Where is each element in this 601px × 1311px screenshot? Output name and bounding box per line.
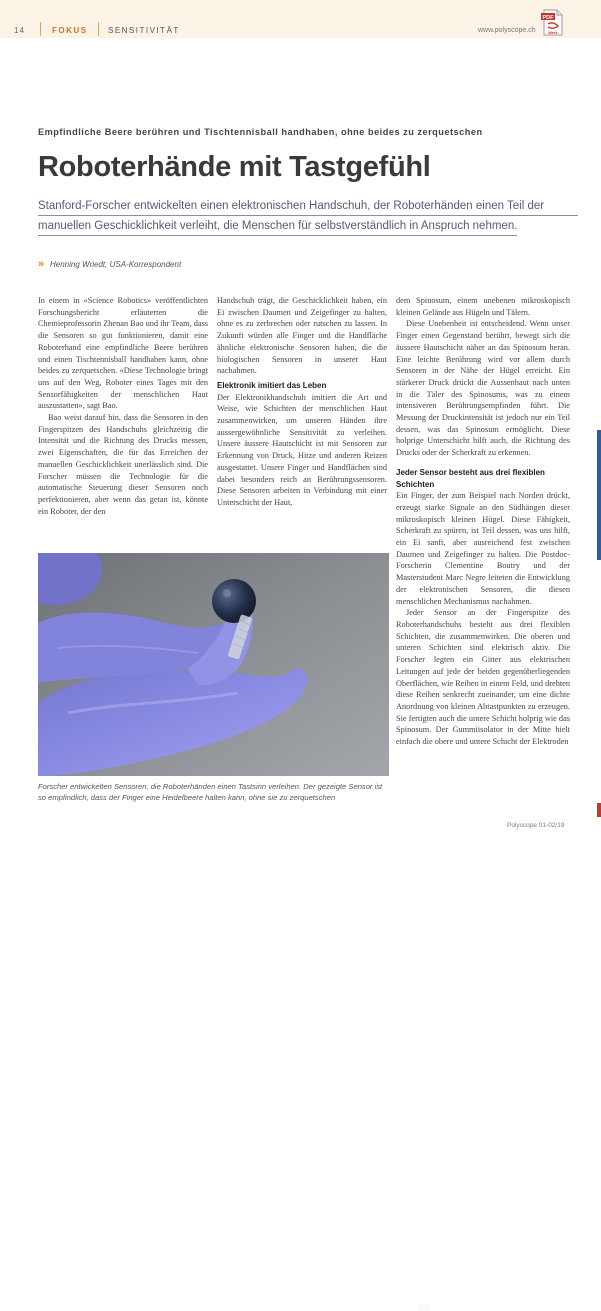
pdf-icon-label: PDF — [542, 15, 554, 21]
pdf-icon-graphic — [541, 9, 565, 36]
pdf-icon-sub: Merk — [548, 30, 558, 35]
lead-line: Stanford-Forscher entwickelten einen elektronischen Handschuh, der Roboterhänden einen Teil der — [38, 197, 578, 216]
text-column-2 — [217, 295, 387, 509]
site-url[interactable]: www.polyscope.ch — [478, 27, 536, 34]
edge-marker-red — [597, 803, 601, 817]
pdf-download-icon[interactable] — [541, 9, 565, 36]
subheading: Elektronik imitiert das Leben — [217, 380, 327, 390]
article-lead — [38, 197, 578, 237]
page-footer: Polyscope 01-02/19 — [507, 822, 565, 829]
article-title: Roboterhände mit Tastgefühl — [38, 151, 431, 183]
photo-caption: Forscher entwickelten Sensoren, die Roboterhänden einen Tastsinn verleihen. Der gezeigte Sensor ist so empfindlich, dass der Finger eine Heidelbeere halten kann, ohne sie zu zerquetschen — [38, 782, 383, 802]
section-label[interactable]: FOKUS — [52, 26, 88, 35]
author-marker-icon: » — [38, 258, 45, 270]
article-author: Henning Wriedt, USA-Korrespondent — [50, 260, 182, 269]
lead-line: manuellen Geschicklichkeit verleiht, die Menschen für selbstverständlich in Anspruch nehmen. — [38, 217, 517, 236]
text-column-1 — [38, 295, 208, 517]
paragraph: Ein Finger, der zum Beispiel nach Norden drückt, erzeugt starke Signale an den Südhängen dieser mikroskopisch kleinen Hügel. Diese Fähigkeit, Scherkraft zu spüren, ist Teil dessen, was uns hilft, ein Ei sanft, aber ausreichend fest zwischen Daumen und Zeigefinger zu halten. Die Postdoc-Forscherin Clementine Boutry und der Masterstudent Marc Negre leiteten die Entwicklung der elektronischen Sensoren, die diesen menschlichen Mechanismus nachahmen. — [396, 491, 570, 606]
paragraph: dem Spinosum, einem unebenen mikroskopisch kleinen Gelände aus Hügeln und Tälern. — [396, 296, 570, 317]
article-kicker: Empfindliche Beere berühren und Tischtennisball handhaben, ohne beides zu zerquetschen — [38, 127, 483, 137]
paragraph: Bao weist darauf hin, dass die Sensoren in den Fingerspitzen des Handschuhs gleichzeitig die Intensität und die Richtung des Drucks messen, zwei Eigenschaften, die für das Erreichen der manuellen Geschicklichkeit unerlässlich sind. Die Forscher müssen die Technologie für die automatische Steuerung dieser Sensoren noch perfektionieren, aber wenn das getan ist, könnte ein Roboter, der den — [38, 413, 208, 516]
paragraph: Handschuh trägt, die Geschicklichkeit haben, ein Ei zwischen Daumen und Zeigefinger zu halten, ohne es zu zerbrechen oder rutschen zu lassen. In Zukunft würden alle Finger und die Handfläche ähnliche elektronische Sensoren haben, die die biologischen Sensoren in unserer Haut nachahmen. — [217, 296, 387, 376]
photo-credit: RC-1/S — [419, 1302, 431, 1311]
subsection-label: SENSITIVITÄT — [108, 26, 180, 35]
edge-marker-blue — [597, 430, 601, 560]
page-number: 14 — [14, 26, 25, 35]
paragraph: Diese Unebenheit ist entscheidend. Wenn unser Finger einen Gegenstand berührt, bewegt sich die äussere Hautschicht näher an das Spinosum heran. Eine leichte Berührung wird vor allem durch Sensoren in der Nähe der Hügel erreicht. Ein stärkerer Druck drückt die Aussenhaut nach unten in die Täler des Spinosums, was zu einem intensiveren Berührungsempfinden führt. Die Messung der Druckintensität ist jedoch nur ein Teil dessen, was das Spinosum ermöglicht. Diese holprige Unterschicht hilft auch, die Richtung des Drucks oder der Scherkraft zu erkennen. — [396, 319, 570, 458]
glove-blueberry-image — [38, 553, 389, 776]
paragraph: Der Elektronikhandschuh imitiert die Art und Weise, wie Schichten der menschlichen Haut zusammenwirken, um unseren Händen ihre aussergewöhnliche Sensitivität zu verleihen. Unsere äussere Hautschicht ist mit Sensoren zur Erkennung von Druck, Hitze und anderen Reizen ausgestattet. Unsere Finger und Handflächen sind dabei besonders reich an Berührungssensoren. Diese Sensoren arbeiten in Verbindung mit einer Unterschicht der Haut, — [217, 392, 387, 507]
subheading: Jeder Sensor besteht aus drei flexiblen Schichten — [396, 467, 545, 489]
header-separator — [40, 22, 41, 36]
header-separator — [98, 22, 99, 36]
paragraph: Jeder Sensor an der Fingerspitze des Roboterhandschuhs besteht aus drei flexiblen Schichten, die zusammenwirken. Die oberen und unteren Schichten sind elektrisch aktiv. Die Forscher legten ein Gitter aus elektrischen Leitungen auf jede der beiden gegenüberliegenden Oberflächen, wie Reihen in einem Feld, und drehten diese Reihen senkrecht zueinander, um eine dichte Anordnung von kleinen Abtastpunkten zu erzeugen. Sie fertigten auch die untere Schicht holprig wie das Spinosum. Der Gummiisolator in der Mitte hielt einfach die obere und untere Schicht der Elektroden — [396, 608, 570, 747]
paragraph: In einem in «Science Robotics» veröffentlichten Forschungsbericht erläuterten die Chemieprofessorin Zhenan Bao und ihr Team, dass die Sensoren so gut funktionieren, damit eine Roboterhand eine empfindliche Beere berühren und einen Tischtennisball handhaben kann, ohne beides zu zerquetschen. «Diese Technologie bringt uns auf den Weg, Roboter eines Tages mit den Sensorfähigkeiten der menschlichen Haut auszustatten», sagt Bao. — [38, 296, 209, 411]
text-column-3 — [396, 295, 570, 748]
